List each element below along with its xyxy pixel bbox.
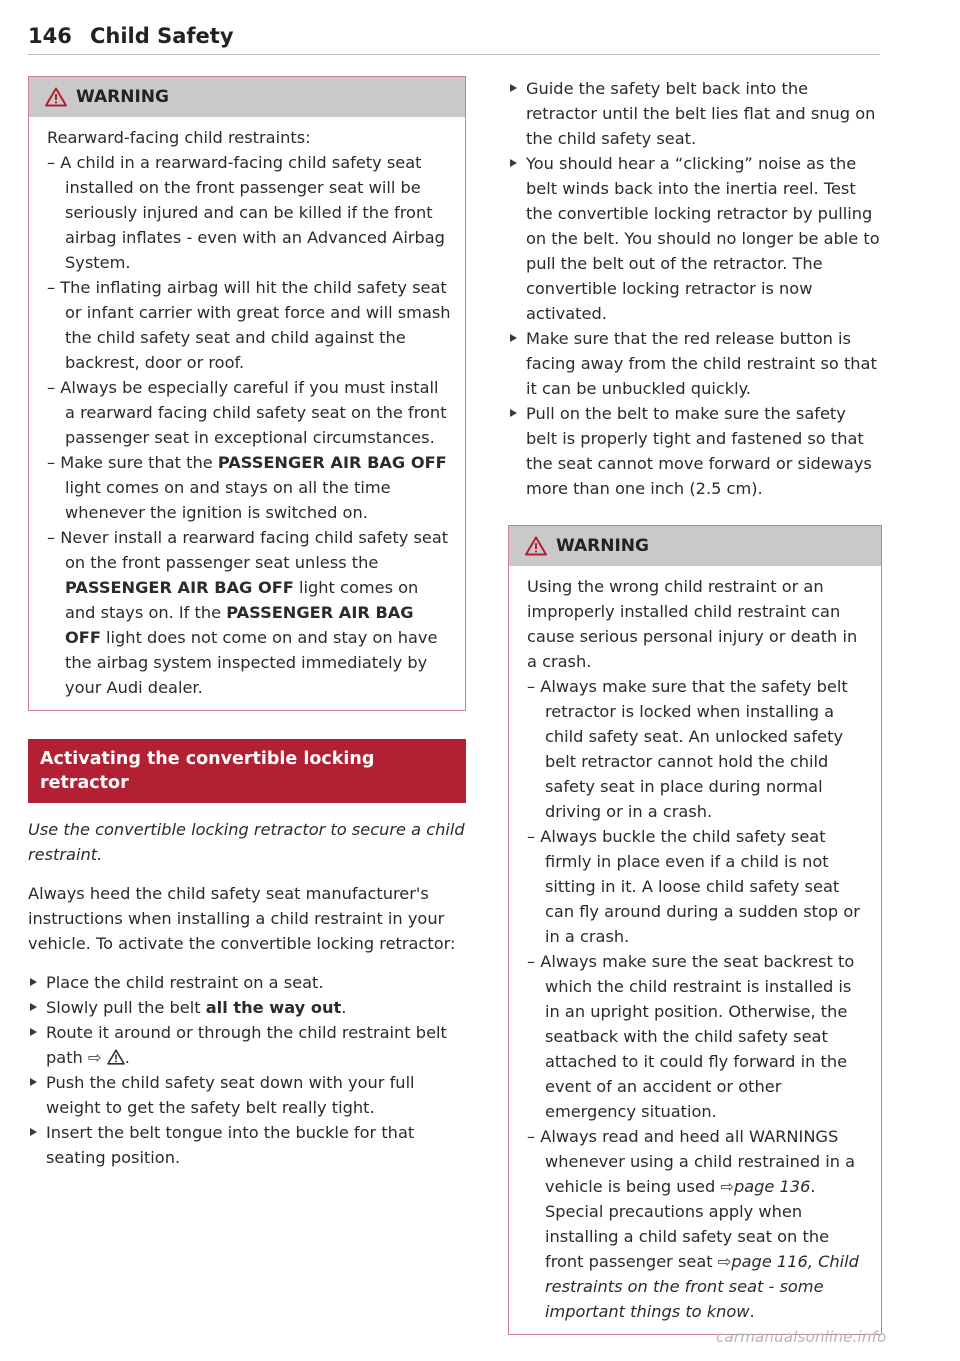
warning-item-text: light comes on and stays on. If the [65,578,419,622]
step-item [28,995,466,1020]
step-item [28,1020,466,1070]
warning-triangle-icon [525,536,547,556]
section-intro: Use the convertible locking retractor to secure a child restraint. [28,820,465,864]
page-number: 146 [28,24,72,48]
step-item: Guide the safety belt back into the retractor until the belt lies flat and snug on the child safety seat. [508,76,882,151]
section-paragraph: Always heed the child safety seat manufacturer's instructions when installing a child restraint in your vehicle. To activate the convertible locking retractor: [28,884,456,953]
step-text: . [341,998,347,1017]
indicator-name: PASSENGER AIR BAG OFF [65,603,414,647]
warning-item: – A child in a rearward-facing child safety seat installed on the front passenger seat will be seriously injured and can be killed if the front airbag inflates - even with an Advanced Airbag System. [47,150,451,275]
warning-item: – Always make sure the seat backrest to which the child restraint is installed is in an upright position. Otherwise, the seatback with the child safety seat attached to it could fly forward in the event of an accident or other emergency situation. [527,949,867,1124]
warning-item-text: . [749,1302,755,1321]
indicator-name: PASSENGER AIR BAG OFF [65,578,294,597]
warning-box-rearward [28,76,466,711]
step-item: Push the child safety seat down with your full weight to get the safety belt really tight. [28,1070,466,1120]
step-item: Place the child restraint on a seat. [28,970,466,995]
warning-item-text: . Special precautions apply when installing a child safety seat on the front passenger seat [545,1177,830,1271]
reference-arrow-icon[interactable]: ⇨ [720,1177,734,1196]
warning-item: – Always buckle the child safety seat firmly in place even if a child is not sitting in it. A loose child safety seat can fly around during a sudden stop or in a crash. [527,824,867,949]
reference-arrow-icon[interactable]: ⇨ [87,1048,102,1067]
indicator-name: PASSENGER AIR BAG OFF [217,453,447,472]
step-item: Pull on the belt to make sure the safety belt is properly tight and fastened so that the seat cannot move forward or sideways more than one inch (2.5 cm). [508,401,882,501]
watermark: carmanualsonline.info [716,1328,887,1346]
page-header [28,24,880,55]
warning-item [47,525,451,700]
warning-header [509,526,881,566]
warning-box-restraint [508,525,882,1335]
warning-triangle-icon [45,87,67,107]
warning-item-text: Always read and heed all WARNINGS whenever using a child restrained in a vehicle is being used [540,1127,856,1196]
warning-intro: Rearward-facing child restraints: [47,128,311,147]
step-text: Route it around or through the child restraint belt path [46,1023,447,1067]
left-column [28,76,466,1170]
warning-item [47,450,451,525]
warning-item: – Always be especially careful if you must install a rearward facing child safety seat on the front passenger seat in exceptional circumstances. [47,375,451,450]
warning-item: – Always make sure that the safety belt retractor is locked when installing a child safety seat. An unlocked safety belt retractor cannot hold the child safety seat in place during normal driving or in a crash. [527,674,867,824]
step-item: Insert the belt tongue into the buckle for that seating position. [28,1120,466,1170]
warning-body [29,117,465,710]
warning-item-text: light does not come on and stay on have the airbag system inspected immediately by your Audi dealer. [65,628,438,697]
warning-header [29,77,465,117]
step-item: Make sure that the red release button is facing away from the child restraint so that it can be unbuckled quickly. [508,326,882,401]
warning-item-text: Make sure that the [60,453,218,472]
step-list-continued [508,76,882,501]
warning-item-text: light comes on and stays on all the time whenever the ignition is switched on. [65,478,391,522]
right-column [508,76,882,1335]
warning-body [509,566,881,1334]
warning-item [527,1124,867,1324]
step-text: . [124,1048,130,1067]
step-emphasis: all the way out [205,998,342,1017]
warning-label: WARNING [76,86,169,107]
page-title: Child Safety [90,24,234,48]
warning-label: WARNING [556,535,649,556]
warning-intro: Using the wrong child restraint or an improperly installed child restraint can cause serious personal injury or death in a crash. [527,577,858,671]
step-text: Slowly pull the belt [46,998,206,1017]
warning-item: – The inflating airbag will hit the child safety seat or infant carrier with great force and will smash the child safety seat and child against the backrest, door or roof. [47,275,451,375]
step-item: You should hear a “clicking” noise as the belt winds back into the inertia reel. Test the convertible locking retractor by pulling on the belt. You should no longer be able to pull the belt out of the retractor. The convertible locking retractor is now activated. [508,151,882,326]
section-heading: Activating the convertible locking retractor [28,739,466,803]
warning-item-text: Never install a rearward facing child safety seat on the front passenger seat unless the [60,528,449,572]
page-reference-link[interactable]: page 116, Child restraints on the front seat - some important things to know [545,1252,859,1321]
warning-triangle-icon[interactable] [107,1049,125,1065]
step-list [28,970,466,1170]
page-reference-link[interactable]: page 136 [733,1177,811,1196]
reference-arrow-icon[interactable]: ⇨ [717,1252,732,1271]
